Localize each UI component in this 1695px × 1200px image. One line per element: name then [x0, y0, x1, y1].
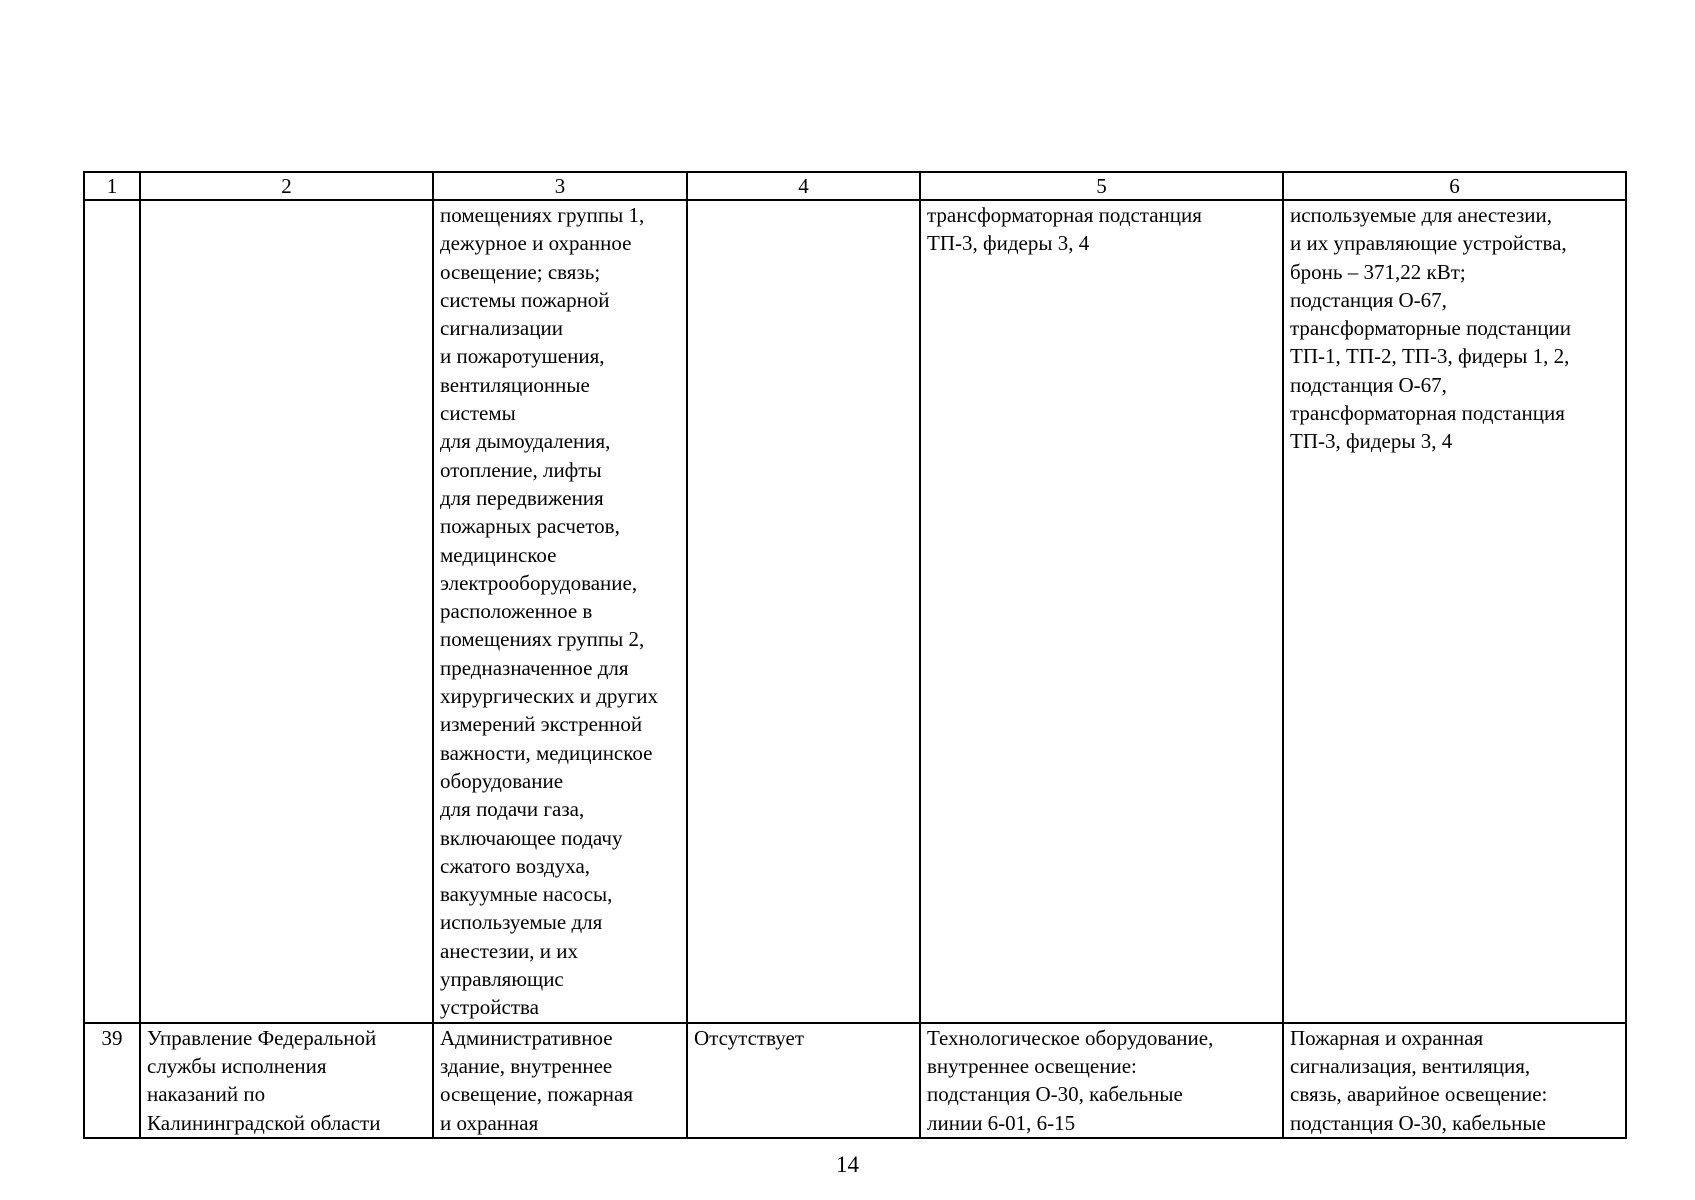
- row-number-cell: [84, 200, 140, 1023]
- status-cell: Отсутствует: [687, 1023, 920, 1138]
- table-header-row: [84, 172, 1626, 200]
- table-row: [84, 1023, 1626, 1138]
- reserve-power-cell: Пожарная и охранная сигнализация, вентиляция, связь, аварийное освещение: подстанция О-30, кабельные: [1283, 1023, 1626, 1138]
- document-table: [83, 171, 1627, 1139]
- page-number: 14: [836, 1152, 859, 1177]
- status-cell: [687, 200, 920, 1023]
- organization-cell: [140, 200, 433, 1023]
- table-row: [84, 200, 1626, 1023]
- column-header-4: 4: [687, 172, 920, 200]
- consumers-cell: Административное здание, внутреннее освещение, пожарная и охранная: [433, 1023, 687, 1138]
- organization-cell: Управление Федеральной службы исполнения наказаний по Калининградской области: [140, 1023, 433, 1138]
- power-source-cell: Технологическое оборудование, внутреннее освещение: подстанция О-30, кабельные линии 6-01, 6-15: [920, 1023, 1283, 1138]
- column-header-6: 6: [1283, 172, 1626, 200]
- consumers-cell: помещениях группы 1, дежурное и охранное освещение; связь; системы пожарной сигнализации и пожаротушения, вентиляционные системы для дымоудаления, отопление, лифты для передвижения пожарных расчетов, медицинское электрооборудование, расположенное в помещениях группы 2, предназначенное для хирургических и других измерений экстренной важности, медицинское оборудование для подачи газа, включающее подачу сжатого воздуха, вакуумные насосы, используемые для анестезии, и их управляющис устройства: [433, 200, 687, 1023]
- power-source-cell: трансформаторная подстанция ТП-3, фидеры 3, 4: [920, 200, 1283, 1023]
- reserve-power-cell: используемые для анестезии, и их управляющие устройства, бронь – 371,22 кВт; подстанция О-67, трансформаторные подстанции ТП-1, ТП-2, ТП-3, фидеры 1, 2, подстанция О-67, трансформаторная подстанция ТП-3, фидеры 3, 4: [1283, 200, 1626, 1023]
- row-number-cell: 39: [84, 1023, 140, 1138]
- column-header-3: 3: [433, 172, 687, 200]
- column-header-2: 2: [140, 172, 433, 200]
- column-header-5: 5: [920, 172, 1283, 200]
- column-header-1: 1: [84, 172, 140, 200]
